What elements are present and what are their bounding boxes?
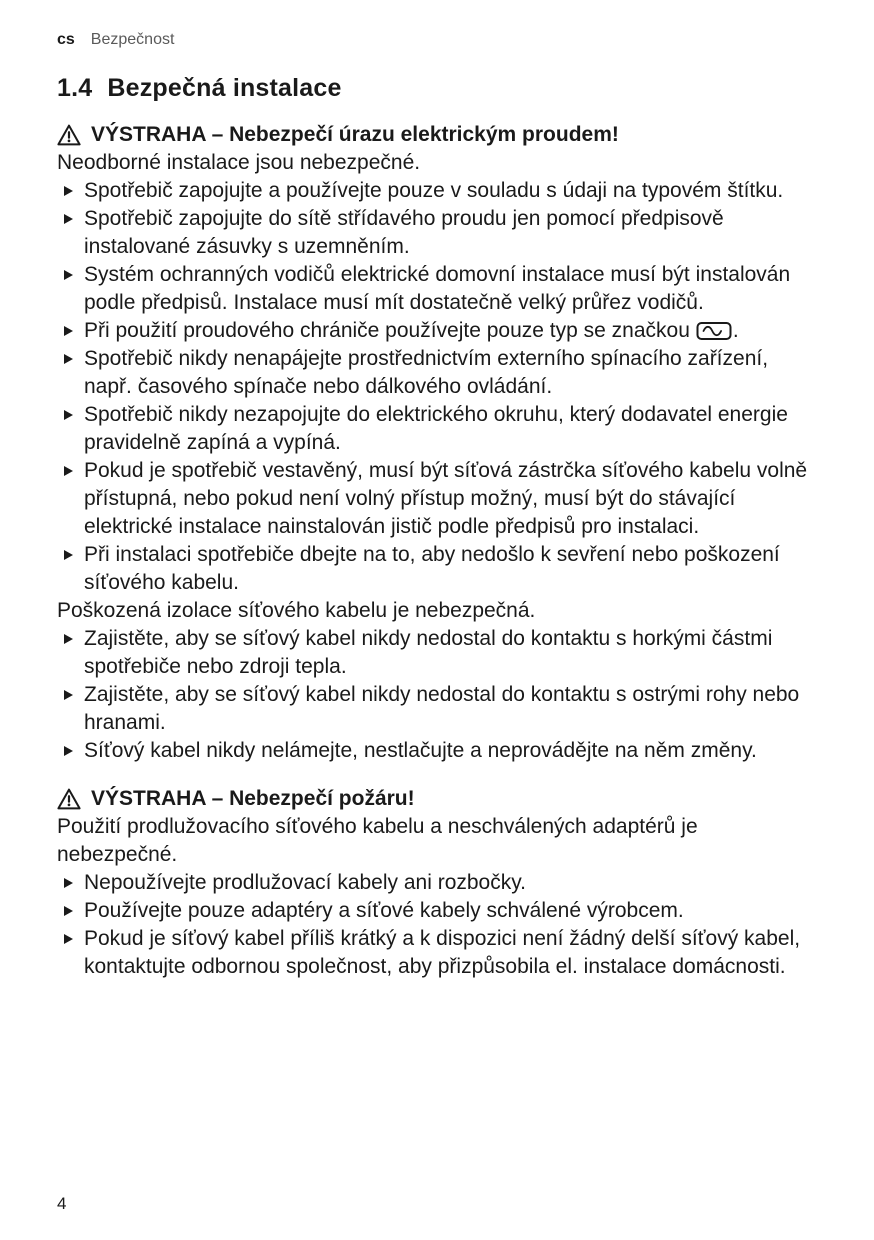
list-item: [57, 925, 814, 981]
list-item-text: Síťový kabel nikdy nelámejte, nestlačujte a neprovádějte na něm změny.: [84, 739, 757, 762]
triangle-bullet-marker: [64, 354, 73, 364]
list-item: [57, 205, 814, 261]
triangle-bullet-marker: [64, 690, 73, 700]
triangle-bullet-marker: [64, 746, 73, 756]
section-number: 1.4: [57, 74, 93, 102]
running-header: [57, 30, 814, 50]
list-item-text: Spotřebič zapojujte a používejte pouze v souladu s údaji na typovém štítku.: [84, 179, 784, 202]
warning-title-text: VÝSTRAHA – Nebezpečí úrazu elektrickým proudem!: [91, 123, 619, 146]
list-item: [57, 541, 814, 597]
paragraph: Neodborné instalace jsou nebezpečné.: [57, 151, 421, 174]
paragraph: Poškozená izolace síťového kabelu je nebezpečná.: [57, 599, 536, 622]
list-item-text: Spotřebič nikdy nenapájejte prostřednictvím externího spínacího zařízení, např. časového spínače nebo dálkového ovládání.: [84, 347, 769, 398]
list-item: [57, 457, 814, 541]
list-item: [57, 681, 814, 737]
triangle-bullet-marker: [64, 186, 73, 196]
list-item: [57, 401, 814, 457]
warning-title-text: VÝSTRAHA – Nebezpečí požáru!: [91, 787, 415, 810]
list-item: [57, 177, 814, 205]
section-title-text: Bezpečná instalace: [107, 74, 342, 102]
rcd-text-after: .: [732, 319, 739, 342]
list-item-text: Spotřebič zapojujte do sítě střídavého proudu jen pomocí předpisově instalované zásuvky s uzemněním.: [84, 207, 724, 258]
section-heading: [57, 74, 814, 103]
list-item-text: Používejte pouze adaptéry a síťové kabely schválené výrobcem.: [84, 899, 684, 922]
list-item: [57, 261, 814, 317]
page-number: 4: [57, 1194, 67, 1213]
language-code: cs: [57, 31, 75, 48]
warning-section-fire: [57, 787, 814, 981]
list-item-text: Systém ochranných vodičů elektrické domovní instalace musí být instalován podle předpisů. Instalace musí mít dostatečně velký průřez vodičů.: [84, 263, 791, 314]
list-item-text: Pokud je spotřebič vestavěný, musí být síťová zástrčka síťového kabelu volně přístupná, nebo pokud není volný přístup možný, musí být do stávající elektrické instalace nainstalován jistič podle předpisů pro instalaci.: [84, 459, 808, 538]
triangle-bullet-marker: [64, 934, 73, 944]
list-item-text: Pokud je síťový kabel příliš krátký a k dispozici není žádný delší síťový kabel, kontaktujte odbornou společnost, aby přizpůsobila el. instalace domácnosti.: [84, 927, 801, 978]
list-item-text: Zajistěte, aby se síťový kabel nikdy nedostal do kontaktu s horkými částmi spotřebiče nebo zdroji tepla.: [84, 627, 773, 678]
triangle-bullet-marker: [64, 214, 73, 224]
triangle-bullet-marker: [64, 466, 73, 476]
list-item: [57, 737, 814, 765]
list-item: [57, 897, 814, 925]
list-item-text: Zajistěte, aby se síťový kabel nikdy nedostal do kontaktu s ostrými rohy nebo hranami.: [84, 683, 800, 734]
list-item: [57, 345, 814, 401]
triangle-bullet-marker: [64, 326, 73, 336]
warning-heading: [57, 787, 814, 811]
page-footer: [57, 1194, 66, 1214]
triangle-bullet-marker: [64, 550, 73, 560]
warning-triangle-icon: [57, 787, 81, 811]
warning-heading: [57, 123, 814, 147]
warning-triangle-icon: [57, 123, 81, 147]
list-item-text: Při instalaci spotřebiče dbejte na to, aby nedošlo k sevření nebo poškození síťového kabelu.: [84, 543, 780, 594]
list-item-rcd: [57, 317, 814, 345]
triangle-bullet-marker: [64, 878, 73, 888]
paragraph: Použití prodlužovacího síťového kabelu a neschválených adaptérů je nebezpečné.: [57, 815, 698, 866]
warning-section-electric-shock: [57, 123, 814, 765]
rcd-type-symbol: [696, 321, 732, 341]
list-item: [57, 869, 814, 897]
list-item-text: Spotřebič nikdy nezapojujte do elektrického okruhu, který dodavatel energie pravidelně zapíná a vypíná.: [84, 403, 788, 454]
triangle-bullet-marker: [64, 634, 73, 644]
chapter-title: Bezpečnost: [90, 31, 175, 48]
triangle-bullet-marker: [64, 270, 73, 280]
triangle-bullet-marker: [64, 906, 73, 916]
list-item: [57, 625, 814, 681]
list-item-text: Nepoužívejte prodlužovací kabely ani rozbočky.: [84, 871, 527, 894]
list-item-text: [84, 317, 814, 345]
rcd-text-before: Při použití proudového chrániče používejte pouze typ se značkou: [84, 319, 690, 342]
triangle-bullet-marker: [64, 410, 73, 420]
